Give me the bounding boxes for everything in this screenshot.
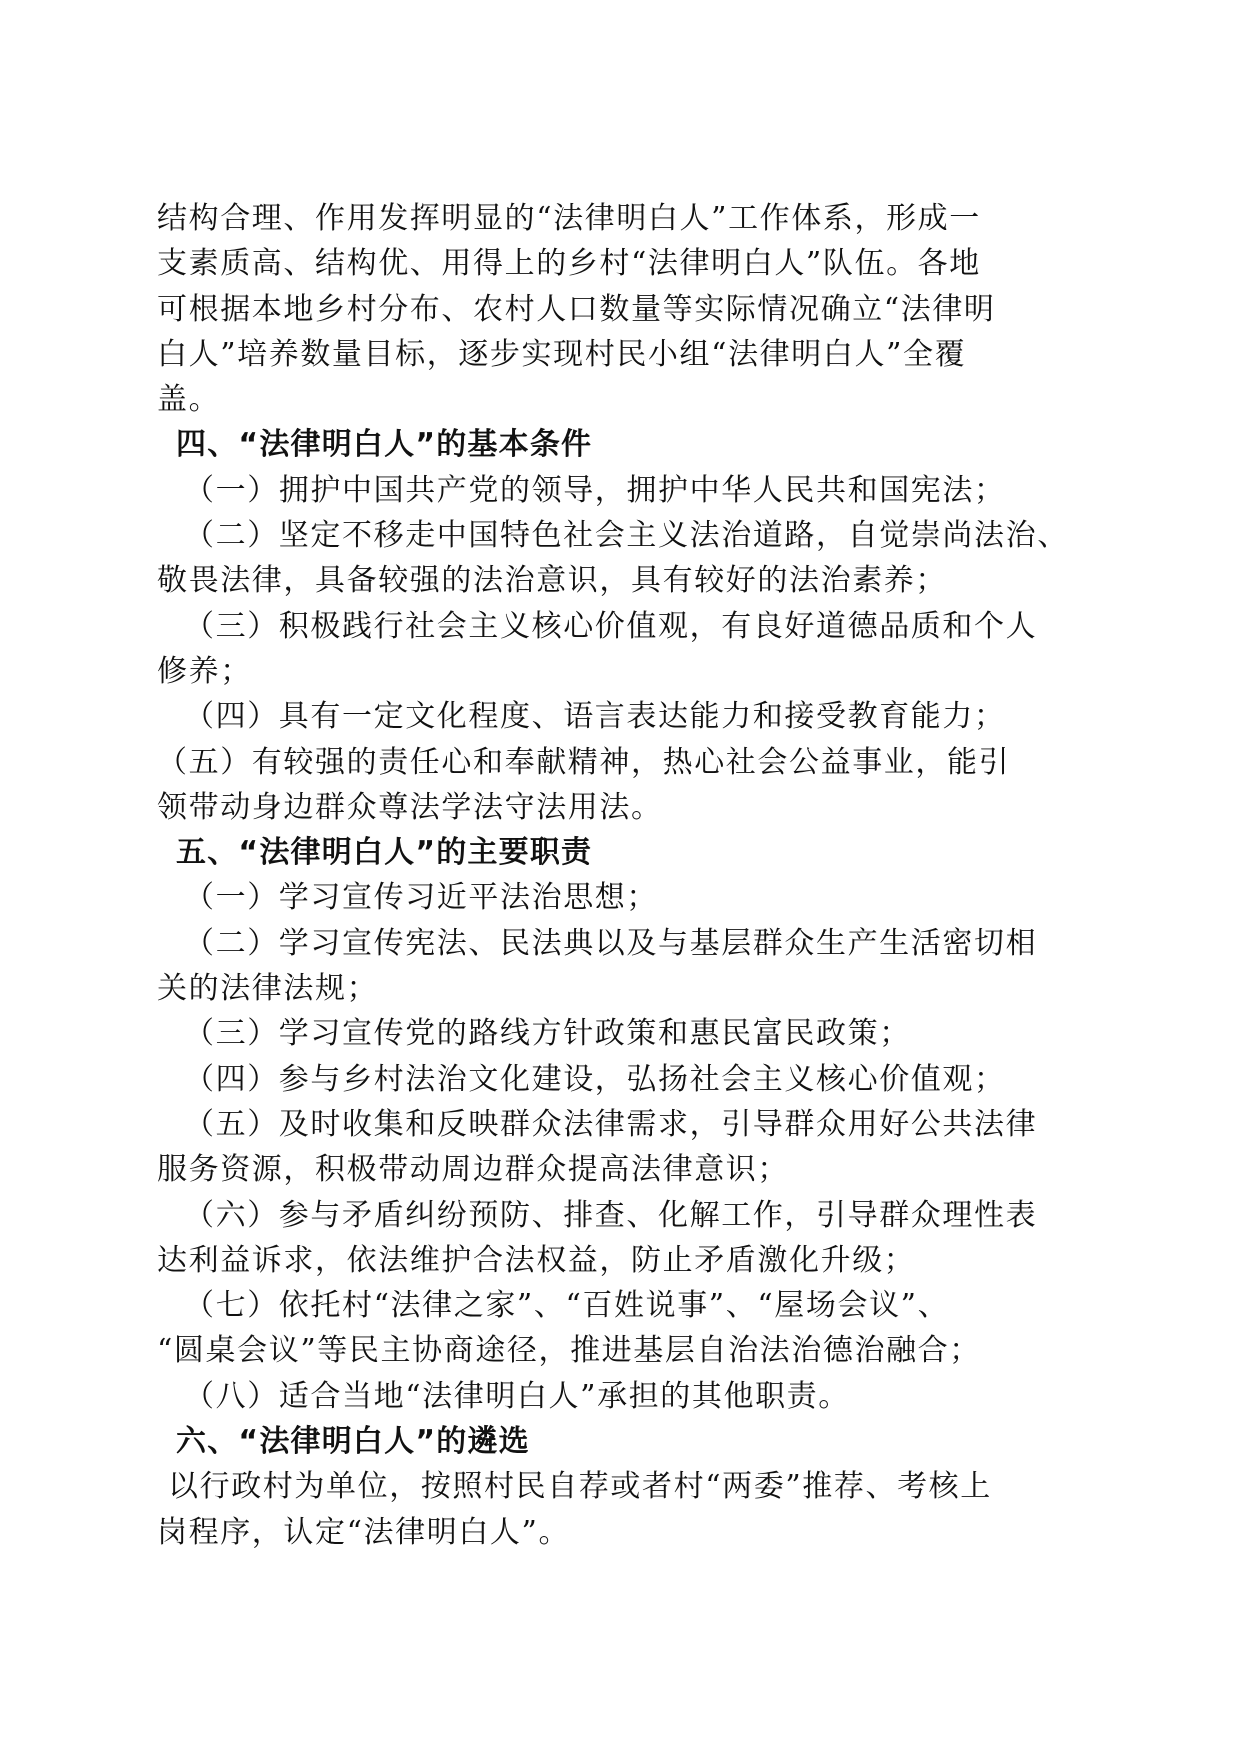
list-item: （四）参与乡村法治文化建设，弘扬社会主义核心价值观； — [184, 1061, 1006, 1097]
list-item: （六）参与矛盾纠纷预防、排查、化解工作，引导群众理性表 — [184, 1197, 1038, 1233]
list-item: （三）学习宣传党的路线方针政策和惠民富民政策； — [184, 1016, 911, 1052]
list-item: （四）具有一定文化程度、语言表达能力和接受教育能力； — [184, 699, 1006, 735]
list-item-continuation: 服务资源，积极带动周边群众提高法律意识； — [157, 1152, 789, 1188]
section-heading-selection: 六、“法律明白人”的遴选 — [176, 1424, 530, 1460]
list-item: （二）坚定不移走中国特色社会主义法治道路，自觉崇尚法治、 — [184, 518, 1069, 554]
list-item: （五）及时收集和反映群众法律需求，引导群众用好公共法律 — [184, 1106, 1038, 1142]
list-item-continuation: “圆桌会议”等民主协商途径，推进基层自治法治德治融合； — [157, 1333, 981, 1369]
list-item-continuation: 领带动身边群众尊法学法守法用法。 — [157, 789, 663, 825]
paragraph-line: 白人”培养数量目标，逐步实现村民小组“法律明白人”全覆 — [157, 336, 967, 372]
paragraph-line: 可根据本地乡村分布、农村人口数量等实际情况确立“法律明 — [157, 291, 996, 327]
list-item: （一）拥护中国共产党的领导，拥护中华人民共和国宪法； — [184, 472, 1006, 508]
section-heading-main-duties: 五、“法律明白人”的主要职责 — [176, 835, 593, 871]
list-item: （二）学习宣传宪法、民法典以及与基层群众生产生活密切相 — [184, 925, 1038, 961]
paragraph-line: 支素质高、结构优、用得上的乡村“法律明白人”队伍。各地 — [157, 246, 981, 282]
list-item-continuation: 敬畏法律，具备较强的法治意识，具有较好的法治素养； — [157, 563, 947, 599]
document-body — [157, 196, 1097, 1555]
list-item: （一）学习宣传习近平法治思想； — [184, 880, 658, 916]
list-item: （三）积极践行社会主义核心价值观，有良好道德品质和个人 — [184, 608, 1038, 644]
list-item: （八）适合当地“法律明白人”承担的其他职责。 — [184, 1378, 850, 1414]
list-item-continuation: 修养； — [157, 653, 252, 689]
paragraph-line: 岗程序，认定“法律明白人”。 — [157, 1514, 571, 1550]
paragraph-line: 盖。 — [157, 382, 221, 418]
paragraph-line: 结构合理、作用发挥明显的“法律明白人”工作体系，形成一 — [157, 201, 981, 236]
list-item-continuation: 达利益诉求，依法维护合法权益，防止矛盾激化升级； — [157, 1242, 916, 1278]
paragraph-line: 以行政村为单位，按照村民自荐或者村“两委”推荐、考核上 — [168, 1469, 992, 1505]
list-item-continuation: 关的法律法规； — [157, 971, 379, 1007]
list-item: （五）有较强的责任心和奉献精神，热心社会公益事业，能引 — [157, 744, 1011, 780]
list-item: （七）依托村“法律之家”、“百姓说事”、“屋场会议”、 — [184, 1288, 950, 1324]
section-heading-basic-conditions: 四、“法律明白人”的基本条件 — [176, 427, 593, 463]
